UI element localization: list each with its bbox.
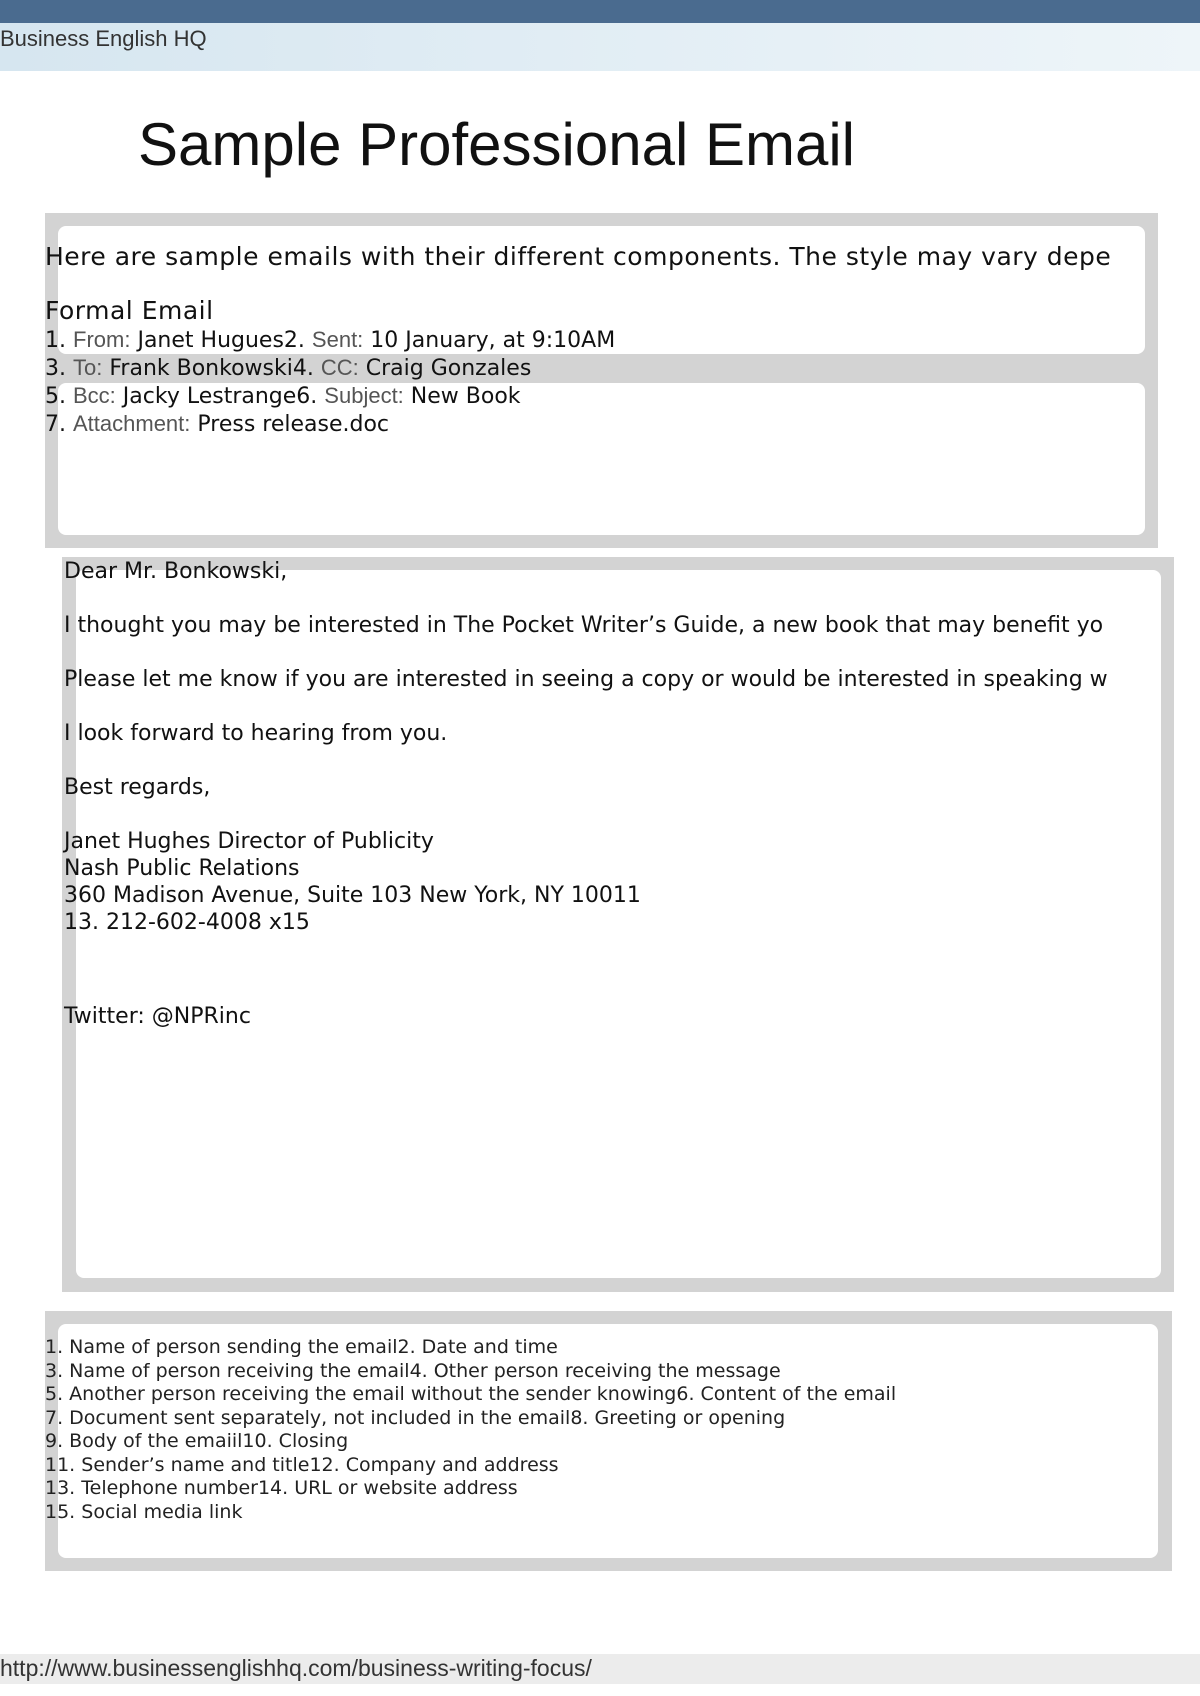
body-paragraph: I thought you may be interested in The Pocket Writer’s Guide, a new book that may benefit yo [64, 613, 1104, 638]
legend [45, 1336, 896, 1524]
page-title: Sample Professional Email [138, 111, 855, 178]
to-value: Frank Bonkowski [109, 356, 293, 381]
sent-label: Sent: [311, 327, 364, 352]
top-bar [0, 0, 1200, 23]
legend-item: 3. Name of person receiving the email4. Other person receiving the message [45, 1359, 781, 1382]
legend-item: 11. Sender’s name and title12. Company and address [45, 1453, 559, 1476]
greeting: Dear Mr. Bonkowski, [64, 559, 288, 584]
sent-value: 10 January, at 9:10AM [370, 328, 616, 353]
body-paragraph: Please let me know if you are interested in seeing a copy or would be interested in speaking w [64, 667, 1108, 692]
subject-label: Subject: [324, 383, 404, 408]
header-field-row: 7. Attachment: Press release.doc [45, 411, 390, 437]
signature-line: Nash Public Relations [64, 856, 300, 881]
subject-value: New Book [410, 384, 521, 409]
legend-item: 5. Another person receiving the email without the sender knowing6. Content of the email [45, 1383, 897, 1405]
header-field-row: 5. Bcc: Jacky Lestrange6. Subject: New Book [45, 383, 521, 409]
social-link[interactable]: Twitter: @NPRinc [64, 1004, 251, 1029]
header-text [45, 240, 1111, 438]
legend-item: 13. Telephone number14. URL or website address [45, 1477, 518, 1499]
closing: Best regards, [64, 775, 211, 800]
signature-line: 13. 212-602-4008 x15 [64, 910, 310, 935]
footer-url-link[interactable]: http://www.businessenglishhq.com/business-writing-focus/ [0, 1655, 592, 1681]
from-label: From: [73, 327, 131, 352]
site-name: Business English HQ [0, 26, 207, 51]
legend-item: 1. Name of person sending the email2. Date and time [45, 1336, 558, 1358]
bcc-value: Jacky Lestrange [122, 384, 297, 409]
body-paragraph: I look forward to hearing from you. [64, 721, 448, 746]
cc-value: Craig Gonzales [365, 356, 532, 381]
intro-text: Here are sample emails with their different components. The style may vary depe [45, 242, 1112, 271]
signature-line: 360 Madison Avenue, Suite 103 New York, NY 10011 [64, 883, 641, 908]
legend-item: 15. Social media link [45, 1500, 243, 1523]
signature-line: Janet Hughes Director of Publicity [64, 829, 434, 854]
header-field-row: 3. To: Frank Bonkowski4. CC: Craig Gonzales [45, 355, 532, 381]
legend-item: 9. Body of the emaiil10. Closing [45, 1430, 349, 1452]
bcc-label: Bcc: [73, 383, 116, 408]
attachment-value: Press release.doc [197, 412, 390, 437]
email-body [64, 558, 1108, 1030]
cc-label: CC: [320, 355, 359, 380]
header-field-row: 1. From: Janet Hugues2. Sent: 10 January, at 9:10AM [45, 327, 616, 353]
attachment-label: Attachment: [73, 411, 191, 436]
legend-item: 7. Document sent separately, not included in the email8. Greeting or opening [45, 1406, 786, 1429]
from-value: Janet Hugues [137, 328, 284, 353]
formal-email-heading: Formal Email [45, 296, 214, 325]
to-label: To: [73, 355, 103, 380]
